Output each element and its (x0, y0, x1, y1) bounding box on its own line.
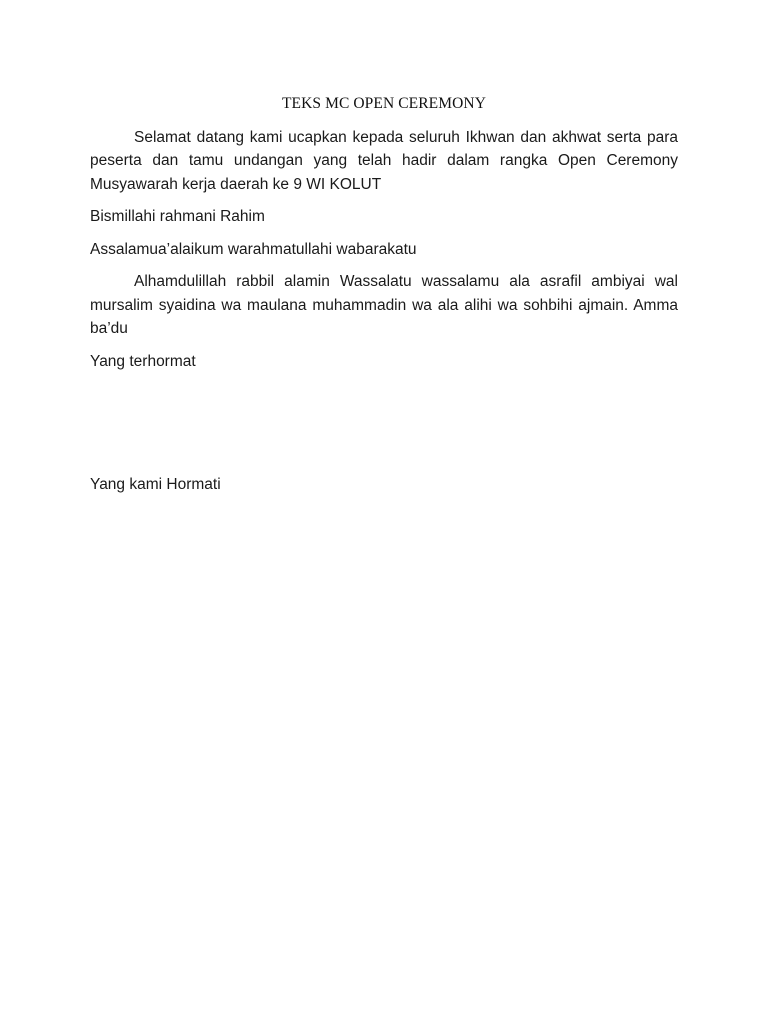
hamdalah-paragraph: Alhamdulillah rabbil alamin Wassalatu wassalamu ala asrafil ambiyai wal mursalim syaidina wa maulana muhammadin wa ala alihi wa sohbihi ajmain. Amma ba’du (90, 273, 678, 337)
salam-line: Assalamua’alaikum warahmatullahi wabarakatu (90, 240, 417, 258)
document-title: TEKS MC OPEN CEREMONY (281, 95, 487, 112)
bismillah-line: Bismillahi rahmani Rahim (90, 208, 265, 225)
respected-guests-heading: Yang kami Hormati (90, 476, 221, 493)
document-body (90, 92, 678, 506)
welcome-paragraph: Selamat datang kami ucapkan kepada seluruh Ikhwan dan akhwat serta para peserta dan tamu undangan yang telah hadir dalam rangka Open Ceremony Musyawarah kerja daerah ke 9 WI KOLUT (90, 128, 678, 193)
blank-space (90, 382, 678, 473)
honored-guests-heading: Yang terhormat (90, 352, 196, 370)
